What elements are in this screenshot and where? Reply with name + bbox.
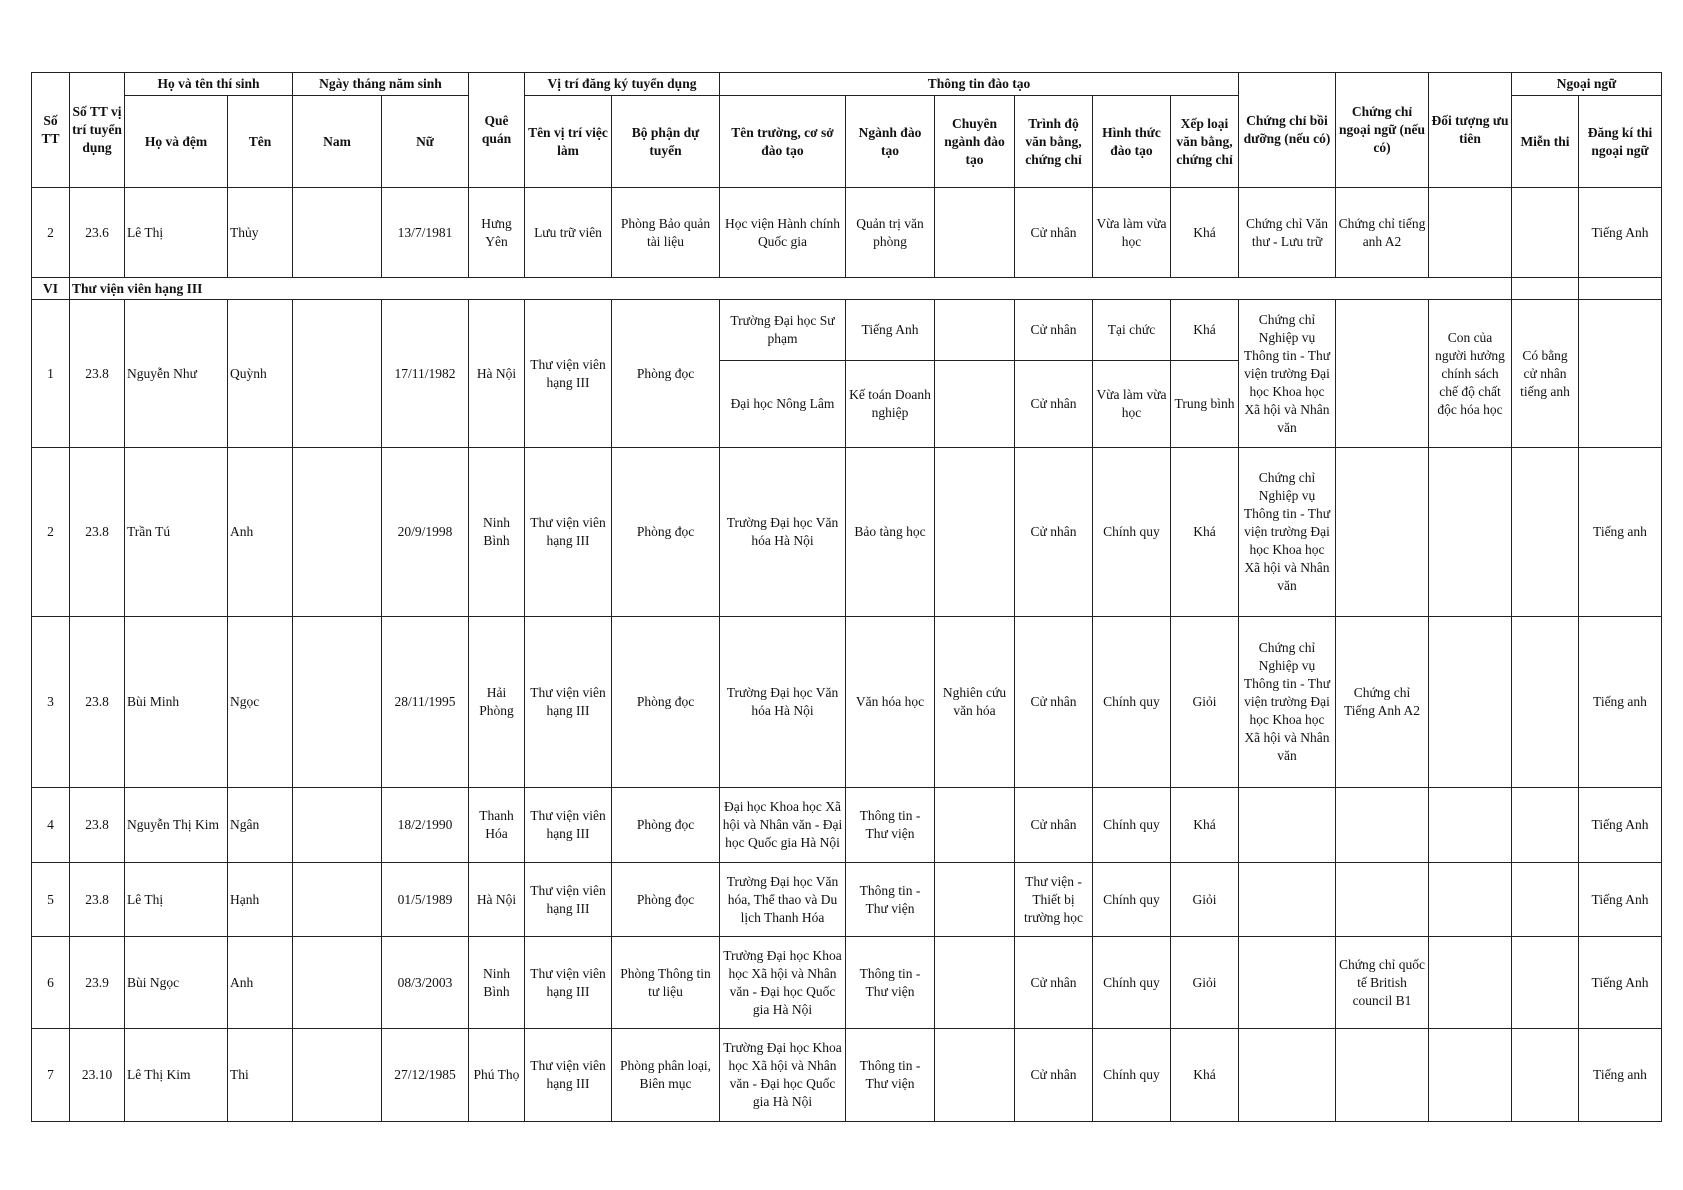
- header-ho-va-ten-group: Họ và tên thí sinh: [125, 73, 293, 96]
- cell-hinhthuc: Chính quy: [1093, 937, 1171, 1029]
- header-nu: Nữ: [382, 96, 469, 188]
- cell-doituong: Con của người hưởng chính sách chế độ chất độc hóa học: [1429, 300, 1512, 448]
- cell-nu: 17/11/1982: [382, 300, 469, 448]
- cell-truong: Đại học Khoa học Xã hội và Nhân văn - Đại học Quốc gia Hà Nội: [720, 788, 846, 863]
- header-nam: Nam: [293, 96, 382, 188]
- cell-nam: [293, 617, 382, 788]
- cell-vitri: Thư viện viên hạng III: [525, 1029, 612, 1122]
- cell-nu: 13/7/1981: [382, 188, 469, 278]
- cell-vt: 23.8: [70, 448, 125, 617]
- cell-bophan: Phòng đọc: [612, 448, 720, 617]
- header-hinh-thuc: Hình thức đào tạo: [1093, 96, 1171, 188]
- cell-doituong: [1429, 617, 1512, 788]
- section-title: Thư viện viên hạng III: [70, 278, 1512, 300]
- header-ho-va-dem: Họ và đệm: [125, 96, 228, 188]
- cell-truong: Trường Đại học Khoa học Xã hội và Nhân văn - Đại học Quốc gia Hà Nội: [720, 1029, 846, 1122]
- header-nganh: Ngành đào tạo: [846, 96, 935, 188]
- header-ten-truong: Tên trường, cơ sở đào tạo: [720, 96, 846, 188]
- cell-nam: [293, 1029, 382, 1122]
- cell-hinhthuc: Chính quy: [1093, 1029, 1171, 1122]
- cell-hinhthuc: Chính quy: [1093, 448, 1171, 617]
- cell-bophan: Phòng đọc: [612, 863, 720, 937]
- cell-vt: 23.6: [70, 188, 125, 278]
- cell-chuyen: [935, 300, 1015, 361]
- cell-ho: Lê Thị: [125, 188, 228, 278]
- cell-chuyen: [935, 448, 1015, 617]
- cell-stt: 7: [32, 1029, 70, 1122]
- cell-hinhthuc: Vừa làm vừa học: [1093, 361, 1171, 448]
- header-so-tt-vi-tri: Số TT vị trí tuyển dụng: [70, 73, 125, 188]
- cell-xeploai: Khá: [1171, 448, 1239, 617]
- cell-trinhdo: Cử nhân: [1015, 1029, 1093, 1122]
- cell-hinhthuc: Vừa làm vừa học: [1093, 188, 1171, 278]
- cell-vt: 23.8: [70, 788, 125, 863]
- cell-bophan: Phòng đọc: [612, 300, 720, 448]
- header-mien-thi: Miễn thi: [1512, 96, 1579, 188]
- cell-bophan: Phòng Thông tin tư liệu: [612, 937, 720, 1029]
- cell-hinhthuc: Chính quy: [1093, 863, 1171, 937]
- cell-ccnn: Chứng chỉ quốc tế British council B1: [1336, 937, 1429, 1029]
- cell-dangki: Tiếng anh: [1579, 448, 1662, 617]
- cell-ten: Anh: [228, 937, 293, 1029]
- cell-nu: 20/9/1998: [382, 448, 469, 617]
- cell-truong: Trường Đại học Văn hóa Hà Nội: [720, 448, 846, 617]
- cell-xeploai: Khá: [1171, 300, 1239, 361]
- cell-chuyen: [935, 361, 1015, 448]
- cell-ten: Hạnh: [228, 863, 293, 937]
- cell-truong: Trường Đại học Sư phạm: [720, 300, 846, 361]
- cell-mienthi: [1512, 863, 1579, 937]
- table-row: [32, 863, 1662, 937]
- header-ten: Tên: [228, 96, 293, 188]
- cell-que: Hà Nội: [469, 863, 525, 937]
- cell-dangki: Tiếng Anh: [1579, 788, 1662, 863]
- section-row: [32, 278, 1662, 300]
- cell-stt: 4: [32, 788, 70, 863]
- cell-bophan: Phòng phân loại, Biên mục: [612, 1029, 720, 1122]
- cell-chuyen: [935, 788, 1015, 863]
- cell-vitri: Thư viện viên hạng III: [525, 788, 612, 863]
- cell-doituong: [1429, 448, 1512, 617]
- cell-vitri: Thư viện viên hạng III: [525, 617, 612, 788]
- cell-que: Ninh Bình: [469, 448, 525, 617]
- cell-chuyen: Nghiên cứu văn hóa: [935, 617, 1015, 788]
- cell-xeploai: Giỏi: [1171, 863, 1239, 937]
- cell-mienthi: [1512, 937, 1579, 1029]
- cell-dangki: Tiếng Anh: [1579, 863, 1662, 937]
- cell-que: Hưng Yên: [469, 188, 525, 278]
- header-cc-ngoai-ngu: Chứng chỉ ngoại ngữ (nếu có): [1336, 73, 1429, 188]
- header-bo-phan: Bộ phận dự tuyển: [612, 96, 720, 188]
- cell-ten: Thủy: [228, 188, 293, 278]
- cell-dangki: Tiếng anh: [1579, 617, 1662, 788]
- cell-ho: Lê Thị: [125, 863, 228, 937]
- cell-ho: Lê Thị Kim: [125, 1029, 228, 1122]
- cell-ccnn: [1336, 448, 1429, 617]
- cell-xeploai: Khá: [1171, 788, 1239, 863]
- table-row: [32, 448, 1662, 617]
- section-number: VI: [32, 278, 70, 300]
- cell-nam: [293, 188, 382, 278]
- cell-ho: Bùi Ngọc: [125, 937, 228, 1029]
- cell-stt: 3: [32, 617, 70, 788]
- cell-ccnn: [1336, 1029, 1429, 1122]
- cell-mienthi: [1512, 1029, 1579, 1122]
- cell-ccnn: [1336, 300, 1429, 448]
- cell-ccbd: Chứng chỉ Nghiệp vụ Thông tin - Thư viện trường Đại học Khoa học Xã hội và Nhân văn: [1239, 448, 1336, 617]
- table-row: [32, 788, 1662, 863]
- cell-vitri: Thư viện viên hạng III: [525, 937, 612, 1029]
- cell-hinhthuc: Chính quy: [1093, 617, 1171, 788]
- cell-mienthi: [1512, 188, 1579, 278]
- cell-mienthi: [1512, 448, 1579, 617]
- header-stt: Số TT: [32, 73, 70, 188]
- cell-vitri: Thư viện viên hạng III: [525, 448, 612, 617]
- table-header: [32, 73, 1662, 188]
- cell-vitri: Thư viện viên hạng III: [525, 863, 612, 937]
- cell-doituong: [1429, 1029, 1512, 1122]
- cell-ccbd: Chứng chỉ Nghiệp vụ Thông tin - Thư viện trường Đại học Khoa học Xã hội và Nhân văn: [1239, 617, 1336, 788]
- cell-vt: 23.9: [70, 937, 125, 1029]
- table-row: [32, 1029, 1662, 1122]
- cell-vt: 23.8: [70, 300, 125, 448]
- cell-chuyen: [935, 863, 1015, 937]
- cell-nganh: Quản trị văn phòng: [846, 188, 935, 278]
- cell-ccnn: Chứng chỉ Tiếng Anh A2: [1336, 617, 1429, 788]
- cell-ccbd: Chứng chỉ Nghiệp vụ Thông tin - Thư viện trường Đại học Khoa học Xã hội và Nhân văn: [1239, 300, 1336, 448]
- cell-dangki: [1579, 300, 1662, 448]
- cell-nam: [293, 863, 382, 937]
- header-dang-ki-thi: Đăng kí thi ngoại ngữ: [1579, 96, 1662, 188]
- cell-dangki: Tiếng Anh: [1579, 937, 1662, 1029]
- cell-nganh: Tiếng Anh: [846, 300, 935, 361]
- cell-ccbd: [1239, 937, 1336, 1029]
- cell-ten: Ngân: [228, 788, 293, 863]
- cell-ccbd: Chứng chỉ Văn thư - Lưu trữ: [1239, 188, 1336, 278]
- cell-ccbd: [1239, 1029, 1336, 1122]
- cell-nu: 08/3/2003: [382, 937, 469, 1029]
- cell-doituong: [1429, 937, 1512, 1029]
- cell-nganh: Thông tin - Thư viện: [846, 1029, 935, 1122]
- cell-xeploai: Giỏi: [1171, 937, 1239, 1029]
- cell-stt: 5: [32, 863, 70, 937]
- cell-doituong: [1429, 863, 1512, 937]
- header-ten-vi-tri: Tên vị trí việc làm: [525, 96, 612, 188]
- header-cc-boi-duong: Chứng chỉ bồi dưỡng (nếu có): [1239, 73, 1336, 188]
- header-vi-tri-group: Vị trí đăng ký tuyển dụng: [525, 73, 720, 96]
- cell-dangki: Tiếng anh: [1579, 1029, 1662, 1122]
- cell-trinhdo: Cử nhân: [1015, 361, 1093, 448]
- cell-ccnn: Chứng chỉ tiếng anh A2: [1336, 188, 1429, 278]
- cell-ten: Anh: [228, 448, 293, 617]
- header-dao-tao-group: Thông tin đào tạo: [720, 73, 1239, 96]
- cell-hinhthuc: Chính quy: [1093, 788, 1171, 863]
- header-trinh-do: Trình độ văn bằng, chứng chỉ: [1015, 96, 1093, 188]
- cell-ccnn: [1336, 788, 1429, 863]
- cell-nganh: Bảo tàng học: [846, 448, 935, 617]
- cell-stt: 2: [32, 448, 70, 617]
- cell-trinhdo: Cử nhân: [1015, 937, 1093, 1029]
- header-ngoai-ngu-group: Ngoại ngữ: [1512, 73, 1662, 96]
- cell-nganh: Thông tin - Thư viện: [846, 937, 935, 1029]
- candidate-table: [31, 72, 1662, 1122]
- section-empty-cell: [1512, 278, 1579, 300]
- cell-ho: Nguyễn Thị Kim: [125, 788, 228, 863]
- cell-chuyen: [935, 1029, 1015, 1122]
- cell-truong: Trường Đại học Văn hóa, Thể thao và Du lịch Thanh Hóa: [720, 863, 846, 937]
- cell-nu: 01/5/1989: [382, 863, 469, 937]
- header-doi-tuong: Đối tượng ưu tiên: [1429, 73, 1512, 188]
- cell-ccnn: [1336, 863, 1429, 937]
- cell-chuyen: [935, 937, 1015, 1029]
- cell-ccbd: [1239, 863, 1336, 937]
- cell-que: Phú Thọ: [469, 1029, 525, 1122]
- cell-vitri: Lưu trữ viên: [525, 188, 612, 278]
- cell-ccbd: [1239, 788, 1336, 863]
- cell-nganh: Văn hóa học: [846, 617, 935, 788]
- cell-xeploai: Trung bình: [1171, 361, 1239, 448]
- table-row: [32, 300, 1662, 361]
- cell-trinhdo: Thư viện - Thiết bị trường học: [1015, 863, 1093, 937]
- cell-nu: 28/11/1995: [382, 617, 469, 788]
- cell-xeploai: Khá: [1171, 188, 1239, 278]
- cell-bophan: Phòng đọc: [612, 617, 720, 788]
- cell-ten: Ngọc: [228, 617, 293, 788]
- cell-truong: Trường Đại học Văn hóa Hà Nội: [720, 617, 846, 788]
- cell-nganh: Kế toán Doanh nghiệp: [846, 361, 935, 448]
- cell-doituong: [1429, 188, 1512, 278]
- cell-ten: Thi: [228, 1029, 293, 1122]
- cell-stt: 6: [32, 937, 70, 1029]
- cell-trinhdo: Cử nhân: [1015, 300, 1093, 361]
- cell-hinhthuc: Tại chức: [1093, 300, 1171, 361]
- cell-trinhdo: Cử nhân: [1015, 448, 1093, 617]
- cell-nganh: Thông tin - Thư viện: [846, 788, 935, 863]
- cell-ho: Nguyễn Như: [125, 300, 228, 448]
- cell-ten: Quỳnh: [228, 300, 293, 448]
- cell-mienthi: [1512, 617, 1579, 788]
- cell-trinhdo: Cử nhân: [1015, 788, 1093, 863]
- cell-doituong: [1429, 788, 1512, 863]
- cell-bophan: Phòng đọc: [612, 788, 720, 863]
- cell-ho: Bùi Minh: [125, 617, 228, 788]
- cell-mienthi: Có bằng cử nhân tiếng anh: [1512, 300, 1579, 448]
- cell-trinhdo: Cử nhân: [1015, 188, 1093, 278]
- cell-xeploai: Khá: [1171, 1029, 1239, 1122]
- cell-truong: Học viện Hành chính Quốc gia: [720, 188, 846, 278]
- header-xep-loai: Xếp loại văn bằng, chứng chỉ: [1171, 96, 1239, 188]
- cell-nam: [293, 300, 382, 448]
- cell-truong: Đại học Nông Lâm: [720, 361, 846, 448]
- table-row: [32, 617, 1662, 788]
- cell-stt: 1: [32, 300, 70, 448]
- table-row: [32, 188, 1662, 278]
- cell-ho: Trần Tú: [125, 448, 228, 617]
- header-ngay-sinh-group: Ngày tháng năm sinh: [293, 73, 469, 96]
- table-row: [32, 937, 1662, 1029]
- header-chuyen-nganh: Chuyên ngành đào tạo: [935, 96, 1015, 188]
- cell-nam: [293, 788, 382, 863]
- cell-chuyen: [935, 188, 1015, 278]
- candidate-table-sheet: [31, 72, 1662, 1122]
- cell-truong: Trường Đại học Khoa học Xã hội và Nhân văn - Đại học Quốc gia Hà Nội: [720, 937, 846, 1029]
- cell-bophan: Phòng Bảo quản tài liệu: [612, 188, 720, 278]
- cell-vt: 23.8: [70, 617, 125, 788]
- cell-dangki: Tiếng Anh: [1579, 188, 1662, 278]
- header-que-quan: Quê quán: [469, 73, 525, 188]
- cell-que: Hải Phòng: [469, 617, 525, 788]
- section-empty-cell: [1579, 278, 1662, 300]
- cell-que: Ninh Bình: [469, 937, 525, 1029]
- cell-vt: 23.10: [70, 1029, 125, 1122]
- cell-nam: [293, 448, 382, 617]
- cell-stt: 2: [32, 188, 70, 278]
- cell-xeploai: Giỏi: [1171, 617, 1239, 788]
- cell-nganh: Thông tin - Thư viện: [846, 863, 935, 937]
- cell-mienthi: [1512, 788, 1579, 863]
- cell-trinhdo: Cử nhân: [1015, 617, 1093, 788]
- cell-nu: 18/2/1990: [382, 788, 469, 863]
- cell-que: Hà Nội: [469, 300, 525, 448]
- cell-nam: [293, 937, 382, 1029]
- cell-vt: 23.8: [70, 863, 125, 937]
- cell-que: Thanh Hóa: [469, 788, 525, 863]
- cell-nu: 27/12/1985: [382, 1029, 469, 1122]
- cell-vitri: Thư viện viên hạng III: [525, 300, 612, 448]
